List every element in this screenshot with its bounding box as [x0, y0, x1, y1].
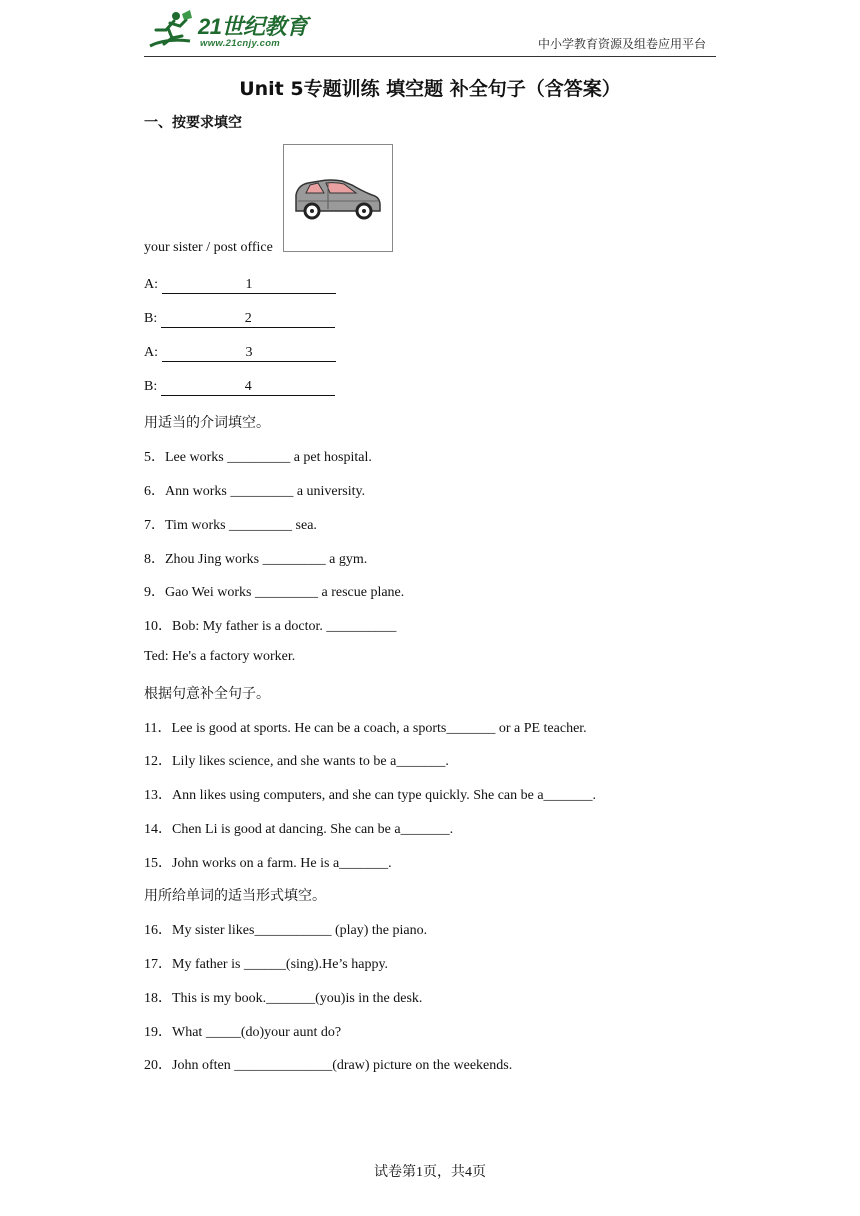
question-9: 9．Gao Wei works _________ a rescue plane.	[144, 585, 405, 600]
prompt-text: your sister / post office	[144, 240, 273, 255]
answer-blank-2: 2	[161, 311, 335, 328]
dialogue-line-4	[144, 379, 335, 396]
speaker-label: A:	[144, 345, 158, 360]
speaker-label: B:	[144, 379, 158, 394]
question-7: 7．Tim works _________ sea.	[144, 518, 317, 533]
dialogue-line-3	[144, 345, 336, 362]
question-5: 5．Lee works _________ a pet hospital.	[144, 450, 372, 465]
dialogue-line-2	[144, 311, 335, 328]
instruction-word-forms: 用所给单词的适当形式填空。	[144, 888, 326, 904]
answer-blank-1: 1	[162, 277, 336, 294]
question-20: 20．John often ______________(draw) picture on the weekends.	[144, 1058, 513, 1073]
page-footer: 试卷第1页，共4页	[374, 1165, 486, 1180]
runner-logo-icon	[146, 8, 196, 52]
section-heading: 一、按要求填空	[144, 115, 242, 131]
page-title: Unit 5专题训练 填空题 补全句子（含答案）	[239, 78, 621, 100]
question-6: 6．Ann works _________ a university.	[144, 484, 366, 499]
logo-url: www.21cnjy.com	[200, 38, 281, 49]
platform-name: 中小学教育资源及组卷应用平台	[537, 37, 706, 51]
question-18: 18．This is my book._______(you)is in the desk.	[144, 991, 423, 1006]
question-11: 11．Lee is good at sports. He can be a coach, a sports_______ or a PE teacher.	[144, 721, 587, 736]
question-14: 14．Chen Li is good at dancing. She can be a_______.	[144, 822, 454, 837]
question-15: 15．John works on a farm. He is a_______.	[144, 856, 392, 871]
car-icon	[284, 145, 392, 251]
answer-blank-4: 4	[161, 379, 335, 396]
question-17: 17．My father is ______(sing).He’s happy.	[144, 957, 389, 972]
logo	[146, 8, 316, 52]
question-10-response: Ted: He's a factory worker.	[144, 649, 296, 664]
speaker-label: B:	[144, 311, 158, 326]
speaker-label: A:	[144, 277, 158, 292]
instruction-prepositions: 用适当的介词填空。	[144, 415, 270, 431]
logo-title: 21世纪教育	[198, 14, 308, 39]
page-header	[144, 6, 716, 57]
instruction-complete-sentences: 根据句意补全句子。	[144, 686, 270, 702]
dialogue-line-1	[144, 277, 336, 294]
question-16: 16．My sister likes___________ (play) the piano.	[144, 923, 428, 938]
question-13: 13．Ann likes using computers, and she can type quickly. She can be a_______.	[144, 788, 597, 803]
car-image	[283, 144, 393, 252]
question-8: 8．Zhou Jing works _________ a gym.	[144, 552, 368, 567]
answer-blank-3: 3	[162, 345, 336, 362]
question-12: 12．Lily likes science, and she wants to be a_______.	[144, 754, 449, 769]
question-19: 19．What _____(do)your aunt do?	[144, 1025, 342, 1040]
question-10: 10．Bob: My father is a doctor. __________	[144, 619, 397, 634]
